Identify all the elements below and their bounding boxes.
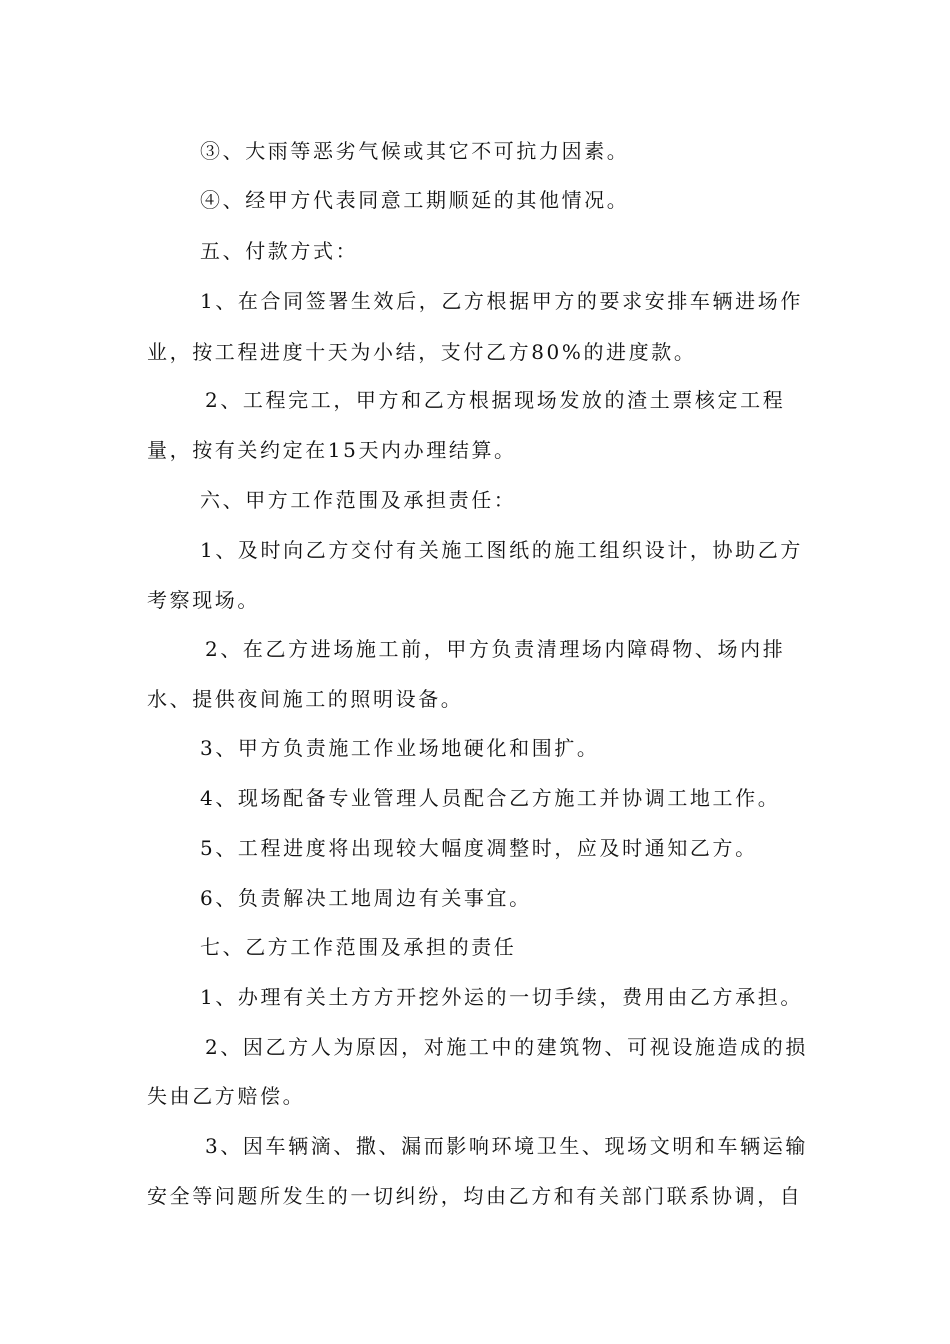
clause-line: 3、因车辆滴、撒、漏而影响环境卫生、现场文明和车辆运输 <box>205 1134 808 1158</box>
clause-line: 5、工程进度将出现较大幅度凋整时，应及时通知乙方。 <box>200 836 758 860</box>
clause-line: ④、经甲方代表同意工期顺延的其他情况。 <box>200 188 630 212</box>
clause-line: 量，按有关约定在15天内办理结算。 <box>147 438 517 462</box>
clause-line: 1、办理有关土方方开挖外运的一切手续，费用由乙方承担。 <box>200 985 803 1009</box>
clause-line: 2、因乙方人为原因，对施工中的建筑物、可视设施造成的损 <box>205 1035 808 1059</box>
clause-line: 考察现场。 <box>147 588 260 612</box>
section-heading: 五、付款方式： <box>200 239 359 263</box>
clause-line: 2、工程完工，甲方和乙方根据现场发放的渣土票核定工程 <box>205 388 786 412</box>
clause-line: 6、负责解决工地周边有关事宜。 <box>200 886 532 910</box>
clause-line: 业，按工程进度十天为小结，支付乙方80%的进度款。 <box>147 340 697 364</box>
clause-line: 3、甲方负责施工作业场地硬化和围扩。 <box>200 736 600 760</box>
section-heading: 六、甲方工作范围及承担责任： <box>200 488 517 512</box>
clause-line: 2、在乙方进场施工前，甲方负责清理场内障碍物、场内排 <box>205 637 786 661</box>
clause-line: 水、提供夜间施工的照明设备。 <box>147 687 464 711</box>
clause-line: 失由乙方赔偿。 <box>147 1084 306 1108</box>
clause-line: ③、大雨等恶劣气候或其它不可抗力因素。 <box>200 139 630 163</box>
clause-line: 1、在合同签署生效后，乙方根据甲方的要求安排车辆进场作 <box>200 289 803 313</box>
clause-line: 安全等问题所发生的一切纠纷，均由乙方和有关部门联系协调，自 <box>147 1184 803 1208</box>
clause-line: 4、现场配备专业管理人员配合乙方施工并协调工地工作。 <box>200 786 781 810</box>
clause-line: 1、及时向乙方交付有关施工图纸的施工组织设计，协助乙方 <box>200 538 803 562</box>
section-heading: 七、乙方工作范围及承担的责任 <box>200 935 517 959</box>
